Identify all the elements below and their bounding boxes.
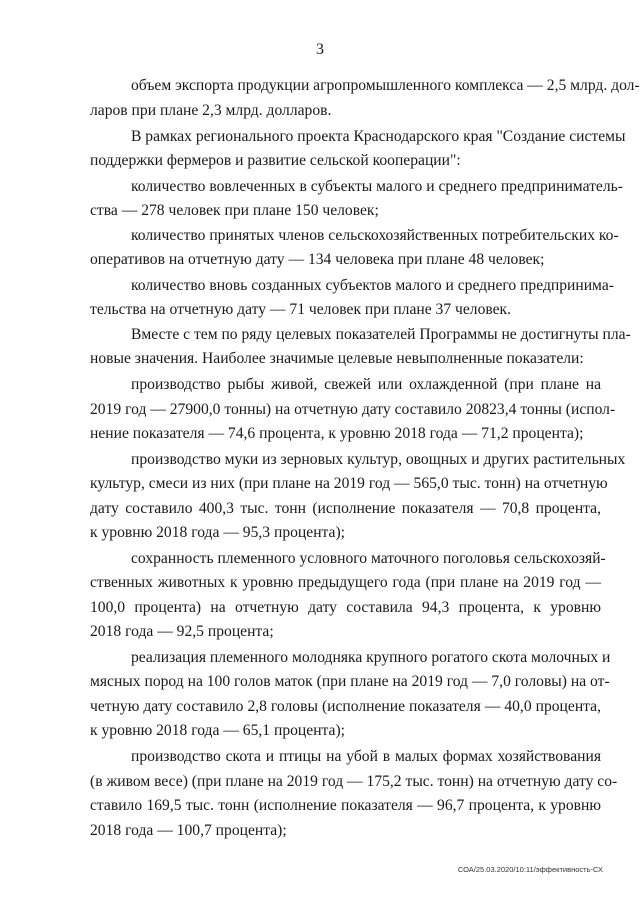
text-line: производство муки из зерновых культур, овощных и других растительных [131, 451, 626, 468]
document-footer-code: СОА/25.03.2020/10:11/эффективность-СХ [457, 865, 603, 874]
text-line: к уровню 2018 года — 65,1 процента); [90, 722, 345, 739]
text-line: количество принятых членов сельскохозяйственных потребительских ко- [131, 227, 619, 244]
text-line: 2018 года — 92,5 процента; [90, 623, 274, 640]
text-line: (в живом весе) (при плане на 2019 год — 175,2 тыс. тонн) на отчетную дату со- [90, 773, 618, 790]
text-line: поддержки фермеров и развитие сельской кооперации": [90, 152, 461, 169]
text-line: объем экспорта продукции агропромышленного комплекса — 2,5 млрд. дол- [131, 77, 640, 94]
text-line: сохранность племенного условного маточного поголовья сельскохозяй- [131, 550, 606, 567]
text-line: количество вовлеченных в субъекты малого и среднего предприниматель- [131, 178, 623, 195]
text-line: производство рыбы живой, свежей или охлажденной (при плане на [131, 376, 601, 393]
text-line: культур, смеси из них (при плане на 2019 год — 565,0 тыс. тонн) на отчетную [90, 475, 608, 492]
text-line: мясных пород на 100 голов маток (при плане на 2019 год — 7,0 головы) на от- [90, 673, 610, 690]
text-line: производство скота и птицы на убой в малых формах хозяйствования [131, 748, 601, 765]
text-line: реализация племенного молодняка крупного рогатого скота молочных и [131, 649, 611, 666]
text-line: ларов при плане 2,3 млрд. долларов. [90, 102, 332, 119]
text-line: четную дату составило 2,8 головы (исполнение показателя — 40,0 процента, [90, 698, 601, 715]
text-line: Вместе с тем по ряду целевых показателей Программы не достигнуты пла- [131, 326, 631, 343]
text-line: дату составило 400,3 тыс. тонн (исполнение показателя — 70,8 процента, [90, 500, 601, 517]
text-line: ставило 169,5 тыс. тонн (исполнение показателя — 96,7 процента, к уровню [90, 797, 601, 814]
text-line: ства — 278 человек при плане 150 человек; [90, 202, 379, 219]
text-line: к уровню 2018 года — 95,3 процента); [90, 524, 345, 541]
text-line: тельства на отчетную дату — 71 человек при плане 37 человек. [90, 301, 512, 318]
text-line: 2018 года — 100,7 процента); [90, 822, 287, 839]
text-line: новые значения. Наиболее значимые целевые невыполненные показатели: [90, 350, 584, 367]
text-line: ственных животных к уровню предыдущего года (при плане на 2019 год — [90, 574, 601, 591]
text-line: нение показателя — 74,6 процента, к уровню 2018 года — 71,2 процента); [90, 425, 584, 442]
text-line: количество вновь созданных субъектов малого и среднего предпринима- [131, 277, 614, 294]
page-number: 3 [316, 41, 324, 58]
text-line: В рамках регионального проекта Краснодарского края "Создание системы [131, 128, 626, 145]
text-line: 100,0 процента) на отчетную дату составила 94,3 процента, к уровню [90, 599, 601, 616]
text-line: оперативов на отчетную дату — 134 человека при плане 48 человек; [90, 251, 545, 268]
text-line: 2019 год — 27900,0 тонны) на отчетную дату составило 20823,4 тонны (испол- [90, 401, 616, 418]
